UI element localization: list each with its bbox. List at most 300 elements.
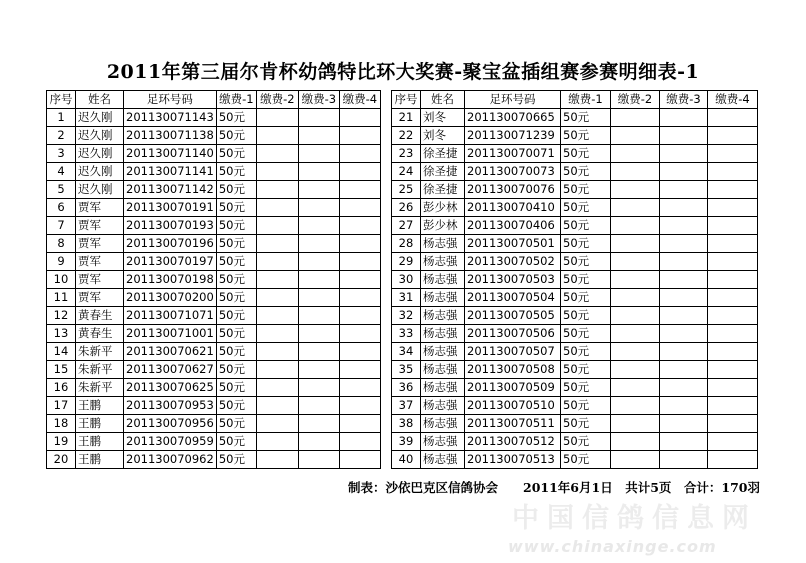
cell-no: 15 [47, 361, 76, 379]
header-ring: 足环号码 [465, 91, 561, 109]
cell-no: 18 [47, 415, 76, 433]
cell-fee-1: 50元 [216, 199, 256, 217]
cell-no: 20 [47, 451, 76, 469]
cell-fee-4 [708, 199, 758, 217]
cell-fee-1: 50元 [216, 271, 256, 289]
cell-fee-3 [660, 109, 708, 127]
cell-fee-4 [708, 379, 758, 397]
cell-fee-2 [256, 217, 298, 235]
cell-no: 31 [392, 289, 421, 307]
cell-fee-1: 50元 [561, 307, 611, 325]
watermark-url: www.chinaxinge.com [508, 537, 717, 556]
cell-fee-1: 50元 [216, 307, 256, 325]
cell-ring-number: 201130070191 [124, 199, 217, 217]
cell-fee-4 [339, 379, 380, 397]
cell-fee-1: 50元 [216, 109, 256, 127]
cell-fee-3 [298, 253, 339, 271]
table-row [47, 217, 381, 235]
header-fee-2: 缴费-2 [611, 91, 660, 109]
cell-no: 16 [47, 379, 76, 397]
cell-fee-3 [660, 397, 708, 415]
cell-fee-3 [298, 325, 339, 343]
cell-ring-number: 201130071141 [124, 163, 217, 181]
cell-fee-4 [339, 271, 380, 289]
cell-fee-2 [256, 199, 298, 217]
table-row [47, 199, 381, 217]
table-row [392, 415, 758, 433]
cell-ring-number: 201130071142 [124, 181, 217, 199]
cell-fee-2 [611, 289, 660, 307]
cell-ring-number: 201130070502 [465, 253, 561, 271]
table-row [392, 397, 758, 415]
cell-name: 杨志强 [421, 253, 465, 271]
cell-fee-3 [298, 379, 339, 397]
cell-no: 17 [47, 397, 76, 415]
cell-fee-3 [660, 127, 708, 145]
header-name: 姓名 [76, 91, 124, 109]
table-row [47, 127, 381, 145]
cell-fee-4 [708, 253, 758, 271]
cell-fee-2 [611, 325, 660, 343]
cell-name: 迟久刚 [76, 181, 124, 199]
cell-no: 23 [392, 145, 421, 163]
cell-fee-3 [660, 253, 708, 271]
cell-no: 5 [47, 181, 76, 199]
cell-fee-3 [298, 415, 339, 433]
footer-note: 制表：沙依巴克区信鸽协会 2011年6月1日 共计5页 合计：170羽 [348, 480, 760, 495]
cell-no: 40 [392, 451, 421, 469]
cell-fee-3 [660, 217, 708, 235]
cell-fee-1: 50元 [561, 199, 611, 217]
cell-ring-number: 201130071001 [124, 325, 217, 343]
cell-name: 王鹏 [76, 415, 124, 433]
cell-ring-number: 201130070627 [124, 361, 217, 379]
cell-name: 徐圣捷 [421, 181, 465, 199]
cell-name: 徐圣捷 [421, 163, 465, 181]
cell-fee-1: 50元 [216, 415, 256, 433]
table-row [47, 343, 381, 361]
table-row [392, 343, 758, 361]
cell-no: 36 [392, 379, 421, 397]
cell-fee-3 [660, 307, 708, 325]
cell-no: 8 [47, 235, 76, 253]
cell-no: 24 [392, 163, 421, 181]
cell-fee-3 [298, 217, 339, 235]
cell-fee-3 [298, 289, 339, 307]
cell-ring-number: 201130070073 [465, 163, 561, 181]
cell-ring-number: 201130070962 [124, 451, 217, 469]
cell-name: 贾军 [76, 199, 124, 217]
cell-ring-number: 201130070506 [465, 325, 561, 343]
header-fee-3: 缴费-3 [298, 91, 339, 109]
cell-fee-2 [611, 433, 660, 451]
cell-no: 22 [392, 127, 421, 145]
cell-fee-4 [708, 343, 758, 361]
header-no: 序号 [392, 91, 421, 109]
cell-fee-2 [256, 289, 298, 307]
cell-fee-1: 50元 [216, 217, 256, 235]
table-row [392, 127, 758, 145]
cell-fee-2 [611, 109, 660, 127]
table-row [47, 289, 381, 307]
header-no: 序号 [47, 91, 76, 109]
cell-no: 27 [392, 217, 421, 235]
cell-name: 迟久刚 [76, 145, 124, 163]
cell-fee-4 [708, 307, 758, 325]
cell-fee-4 [339, 415, 380, 433]
cell-fee-4 [339, 397, 380, 415]
table-row [392, 253, 758, 271]
header-fee-2: 缴费-2 [256, 91, 298, 109]
cell-fee-4 [708, 325, 758, 343]
cell-ring-number: 201130070510 [465, 397, 561, 415]
cell-fee-3 [298, 145, 339, 163]
cell-no: 25 [392, 181, 421, 199]
cell-ring-number: 201130071239 [465, 127, 561, 145]
cell-name: 黄春生 [76, 325, 124, 343]
cell-fee-2 [611, 253, 660, 271]
cell-no: 10 [47, 271, 76, 289]
cell-fee-3 [660, 361, 708, 379]
cell-fee-1: 50元 [216, 325, 256, 343]
cell-fee-4 [708, 397, 758, 415]
cell-name: 杨志强 [421, 397, 465, 415]
cell-name: 杨志强 [421, 343, 465, 361]
cell-name: 贾军 [76, 289, 124, 307]
table-row [47, 181, 381, 199]
cell-fee-3 [660, 379, 708, 397]
cell-fee-2 [256, 415, 298, 433]
cell-fee-4 [339, 199, 380, 217]
cell-ring-number: 201130070503 [465, 271, 561, 289]
cell-fee-2 [611, 361, 660, 379]
cell-fee-2 [256, 109, 298, 127]
cell-fee-1: 50元 [216, 163, 256, 181]
cell-fee-1: 50元 [561, 397, 611, 415]
cell-fee-1: 50元 [561, 217, 611, 235]
cell-name: 杨志强 [421, 361, 465, 379]
table-row [47, 415, 381, 433]
header-fee-1: 缴费-1 [561, 91, 611, 109]
cell-ring-number: 201130070625 [124, 379, 217, 397]
cell-fee-1: 50元 [216, 379, 256, 397]
cell-fee-3 [298, 451, 339, 469]
header-name: 姓名 [421, 91, 465, 109]
cell-no: 21 [392, 109, 421, 127]
table-row [392, 325, 758, 343]
cell-ring-number: 201130070193 [124, 217, 217, 235]
cell-name: 杨志强 [421, 235, 465, 253]
cell-no: 34 [392, 343, 421, 361]
header-row [47, 91, 381, 109]
cell-no: 32 [392, 307, 421, 325]
cell-no: 19 [47, 433, 76, 451]
cell-name: 贾军 [76, 217, 124, 235]
table-row [392, 361, 758, 379]
table-row [392, 145, 758, 163]
cell-fee-2 [611, 217, 660, 235]
cell-name: 杨志强 [421, 451, 465, 469]
cell-ring-number: 201130070512 [465, 433, 561, 451]
cell-fee-1: 50元 [216, 361, 256, 379]
table-row [47, 163, 381, 181]
cell-fee-1: 50元 [561, 109, 611, 127]
cell-no: 4 [47, 163, 76, 181]
cell-fee-1: 50元 [561, 145, 611, 163]
cell-ring-number: 201130070507 [465, 343, 561, 361]
cell-name: 黄春生 [76, 307, 124, 325]
cell-fee-4 [708, 127, 758, 145]
cell-fee-3 [298, 433, 339, 451]
cell-fee-2 [256, 325, 298, 343]
cell-ring-number: 201130071140 [124, 145, 217, 163]
cell-no: 28 [392, 235, 421, 253]
cell-fee-2 [611, 397, 660, 415]
cell-name: 杨志强 [421, 379, 465, 397]
cell-fee-2 [611, 343, 660, 361]
cell-ring-number: 201130070504 [465, 289, 561, 307]
cell-fee-2 [256, 361, 298, 379]
cell-fee-4 [708, 289, 758, 307]
cell-no: 3 [47, 145, 76, 163]
cell-name: 王鹏 [76, 451, 124, 469]
cell-name: 杨志强 [421, 415, 465, 433]
table-row [392, 289, 758, 307]
cell-ring-number: 201130070196 [124, 235, 217, 253]
cell-ring-number: 201130070621 [124, 343, 217, 361]
cell-fee-1: 50元 [216, 127, 256, 145]
cell-fee-3 [660, 163, 708, 181]
cell-fee-3 [660, 235, 708, 253]
cell-fee-1: 50元 [216, 451, 256, 469]
cell-no: 9 [47, 253, 76, 271]
cell-ring-number: 201130071143 [124, 109, 217, 127]
table-row [392, 181, 758, 199]
table-row [392, 271, 758, 289]
cell-ring-number: 201130070513 [465, 451, 561, 469]
cell-fee-2 [611, 163, 660, 181]
table-row [392, 307, 758, 325]
cell-name: 贾军 [76, 235, 124, 253]
header-fee-3: 缴费-3 [660, 91, 708, 109]
cell-fee-2 [256, 307, 298, 325]
cell-fee-2 [256, 343, 298, 361]
cell-fee-4 [339, 325, 380, 343]
cell-fee-4 [339, 307, 380, 325]
cell-name: 贾军 [76, 253, 124, 271]
cell-fee-3 [660, 289, 708, 307]
header-fee-4: 缴费-4 [708, 91, 758, 109]
cell-fee-2 [256, 397, 298, 415]
cell-fee-4 [339, 361, 380, 379]
cell-no: 37 [392, 397, 421, 415]
table-row [47, 307, 381, 325]
cell-fee-4 [339, 235, 380, 253]
cell-fee-3 [660, 415, 708, 433]
page-title: 2011年第三届尔肯杯幼鸽特比环大奖赛-聚宝盆插组赛参赛明细表-1 [106, 61, 700, 83]
cell-fee-4 [339, 451, 380, 469]
cell-no: 11 [47, 289, 76, 307]
cell-name: 彭少林 [421, 199, 465, 217]
cell-fee-2 [611, 235, 660, 253]
cell-fee-1: 50元 [561, 253, 611, 271]
cell-fee-3 [298, 397, 339, 415]
cell-no: 39 [392, 433, 421, 451]
cell-fee-4 [339, 145, 380, 163]
header-fee-4: 缴费-4 [339, 91, 380, 109]
cell-ring-number: 201130070956 [124, 415, 217, 433]
cell-name: 彭少林 [421, 217, 465, 235]
table-row [47, 145, 381, 163]
cell-fee-3 [660, 343, 708, 361]
cell-ring-number: 201130070665 [465, 109, 561, 127]
cell-fee-1: 50元 [561, 379, 611, 397]
cell-fee-2 [256, 235, 298, 253]
table-row [47, 379, 381, 397]
cell-fee-3 [660, 145, 708, 163]
cell-no: 26 [392, 199, 421, 217]
table-row [47, 271, 381, 289]
cell-ring-number: 201130070953 [124, 397, 217, 415]
cell-ring-number: 201130070501 [465, 235, 561, 253]
cell-no: 29 [392, 253, 421, 271]
cell-fee-2 [611, 199, 660, 217]
table-row [47, 325, 381, 343]
cell-fee-1: 50元 [561, 271, 611, 289]
cell-name: 杨志强 [421, 271, 465, 289]
cell-fee-3 [298, 235, 339, 253]
cell-ring-number: 201130070406 [465, 217, 561, 235]
cell-fee-1: 50元 [216, 343, 256, 361]
entry-table-left [46, 90, 381, 469]
cell-fee-1: 50元 [561, 235, 611, 253]
cell-fee-1: 50元 [561, 361, 611, 379]
cell-fee-2 [256, 379, 298, 397]
cell-no: 35 [392, 361, 421, 379]
table-row [392, 451, 758, 469]
header-ring: 足环号码 [124, 91, 217, 109]
table-row [47, 109, 381, 127]
cell-name: 杨志强 [421, 307, 465, 325]
cell-name: 朱新平 [76, 343, 124, 361]
cell-ring-number: 201130070071 [465, 145, 561, 163]
cell-fee-1: 50元 [561, 163, 611, 181]
cell-name: 刘冬 [421, 127, 465, 145]
cell-no: 2 [47, 127, 76, 145]
table-row [47, 253, 381, 271]
cell-name: 迟久刚 [76, 163, 124, 181]
cell-fee-4 [708, 361, 758, 379]
cell-fee-2 [256, 253, 298, 271]
table-row [392, 199, 758, 217]
cell-name: 迟久刚 [76, 127, 124, 145]
cell-fee-4 [339, 163, 380, 181]
cell-fee-2 [611, 379, 660, 397]
cell-fee-1: 50元 [561, 289, 611, 307]
cell-fee-1: 50元 [561, 343, 611, 361]
cell-fee-1: 50元 [216, 145, 256, 163]
cell-fee-3 [660, 271, 708, 289]
cell-ring-number: 201130070511 [465, 415, 561, 433]
table-row [392, 217, 758, 235]
cell-no: 12 [47, 307, 76, 325]
cell-ring-number: 201130070959 [124, 433, 217, 451]
cell-fee-3 [660, 181, 708, 199]
watermark-text: 中国信鸽信息网 [512, 503, 757, 534]
cell-fee-4 [339, 253, 380, 271]
table-row [392, 433, 758, 451]
cell-name: 徐圣捷 [421, 145, 465, 163]
cell-fee-3 [298, 127, 339, 145]
cell-fee-3 [298, 361, 339, 379]
cell-fee-1: 50元 [561, 433, 611, 451]
cell-no: 14 [47, 343, 76, 361]
cell-no: 38 [392, 415, 421, 433]
cell-fee-3 [298, 199, 339, 217]
cell-name: 杨志强 [421, 433, 465, 451]
entry-table-right [391, 90, 758, 469]
cell-ring-number: 201130071071 [124, 307, 217, 325]
table-row [392, 379, 758, 397]
cell-fee-1: 50元 [561, 325, 611, 343]
cell-fee-4 [708, 433, 758, 451]
cell-name: 刘冬 [421, 109, 465, 127]
cell-fee-4 [339, 127, 380, 145]
cell-fee-1: 50元 [561, 127, 611, 145]
cell-fee-2 [611, 145, 660, 163]
cell-fee-2 [256, 145, 298, 163]
cell-no: 30 [392, 271, 421, 289]
cell-fee-4 [708, 181, 758, 199]
cell-fee-4 [708, 145, 758, 163]
cell-fee-1: 50元 [216, 181, 256, 199]
cell-ring-number: 201130070198 [124, 271, 217, 289]
cell-ring-number: 201130071138 [124, 127, 217, 145]
cell-ring-number: 201130070410 [465, 199, 561, 217]
table-row [47, 433, 381, 451]
cell-fee-2 [256, 127, 298, 145]
table-row [47, 235, 381, 253]
cell-fee-4 [708, 415, 758, 433]
cell-name: 王鹏 [76, 433, 124, 451]
cell-fee-4 [339, 109, 380, 127]
cell-fee-3 [298, 181, 339, 199]
cell-no: 33 [392, 325, 421, 343]
cell-fee-2 [611, 415, 660, 433]
table-row [392, 235, 758, 253]
cell-ring-number: 201130070505 [465, 307, 561, 325]
cell-fee-3 [298, 271, 339, 289]
cell-fee-1: 50元 [561, 415, 611, 433]
cell-fee-1: 50元 [216, 397, 256, 415]
cell-fee-4 [708, 217, 758, 235]
cell-no: 6 [47, 199, 76, 217]
cell-fee-2 [256, 271, 298, 289]
cell-fee-4 [339, 433, 380, 451]
cell-fee-4 [339, 181, 380, 199]
cell-fee-4 [708, 109, 758, 127]
cell-ring-number: 201130070200 [124, 289, 217, 307]
cell-fee-1: 50元 [216, 235, 256, 253]
cell-name: 迟久刚 [76, 109, 124, 127]
cell-fee-1: 50元 [216, 433, 256, 451]
cell-name: 贾军 [76, 271, 124, 289]
cell-no: 7 [47, 217, 76, 235]
table-row [47, 397, 381, 415]
cell-fee-2 [256, 433, 298, 451]
cell-fee-3 [298, 163, 339, 181]
cell-fee-3 [660, 451, 708, 469]
